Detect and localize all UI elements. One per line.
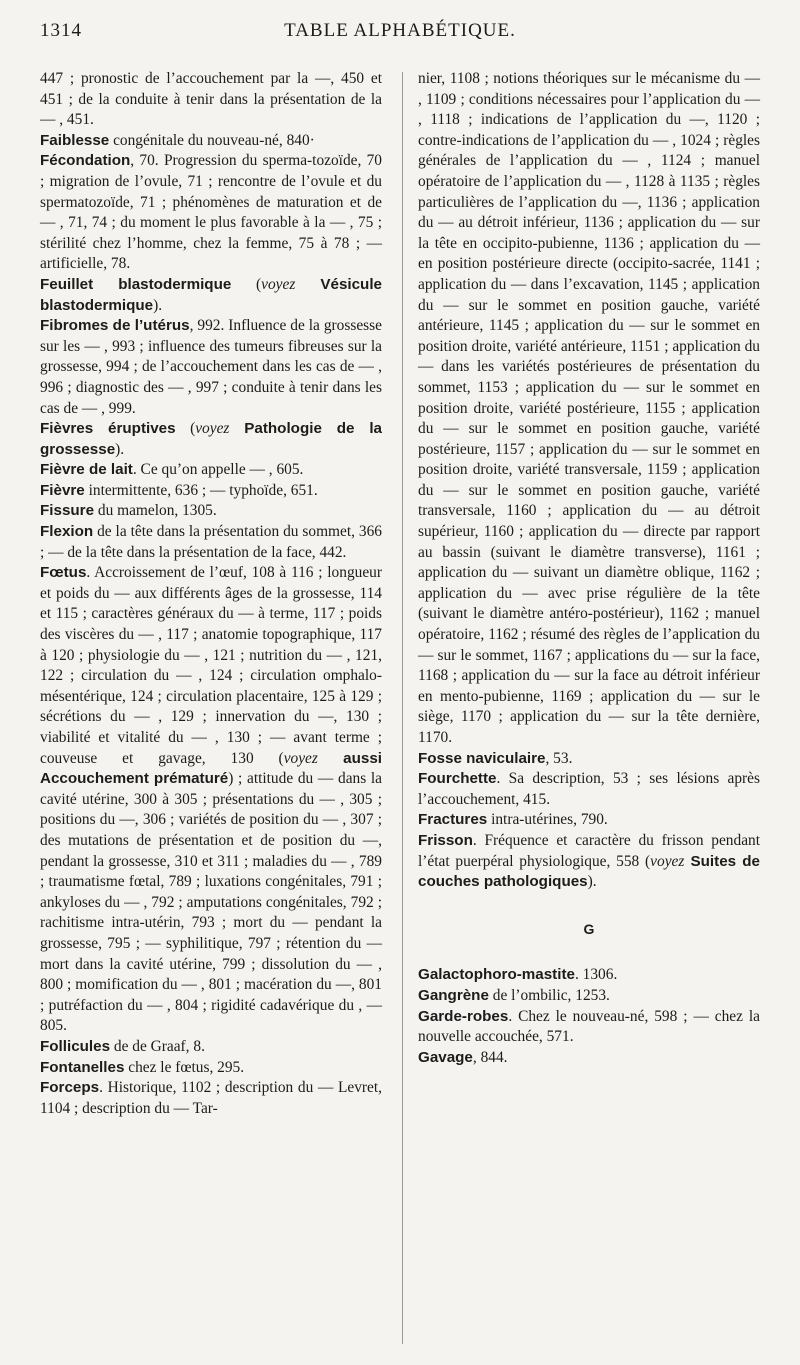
see-also-marker: voyez xyxy=(650,852,685,870)
entry-headword: Fœtus xyxy=(40,564,87,582)
entry-text-tail: ). xyxy=(115,440,125,458)
index-entry xyxy=(418,810,760,831)
entry-headword: Gavage xyxy=(418,1048,473,1066)
index-entry xyxy=(418,831,760,893)
entry-text: ( xyxy=(175,420,196,438)
entry-headword: Galactophoro-mastite xyxy=(418,966,575,984)
section-letter: G xyxy=(583,920,595,937)
entry-headword: Feuillet blastodermique xyxy=(40,275,232,293)
entry-text: nier, 1108 ; notions théoriques sur le mécanisme du — , 1109 ; conditions nécessaires pour l’application du — , 1118 ; indications de l’application du —, 1120 ; contre-indications de l’application du — , 1024 ; règles générales de l’application du — , 1124 ; manuel opératoire de l’application du — , 1128 à 1135 ; règles particulières de l’application du —, 1136 ; application du — au détroit inférieur, 1136 ; application du — sur la tête en occipito-pubienne, 1136 ; application du — en position postérieure directe (occipito-sacrée, 1141 ; application du — dans l’excavation, 1145 ; application du — sur le sommet en position gauche, variété antérieure, 1145 ; application du — sur le sommet en position droite, variété antérieure, 1151 ; application du — dans les variétés postérieures de présentation du sommet, 1153 ; application du — sur le sommet en position droite, variété postérieure, 1155 ; application du — sur le sommet en position gauche, variété postérieure, 1157 ; application du — sur le sommet en position droite, variété transversale, 1159 ; application du — sur le sommet en position gauche, variété transversale, 1160 ; application du — au détroit supérieur, 1160 ; application du — directe par rapport au bassin (suivant le diamètre transverse), 1161 ; application du — suivant un diamètre oblique, 1162 ; application du — avec prise régulière de la tête (suivant le diamètre antéro-postérieur), 1162 ; manuel opératoire, 1162 ; résumé des règles de l’application du — sur le sommet, 1167 ; applications du — sur la face, 1168 ; application du — sur la face au détroit inférieur en mento-pubienne, 1169 ; application du — sur le siège, 1170 ; application du — sur la tête dernière, 1170. xyxy=(418,70,760,746)
see-also-marker: voyez xyxy=(195,420,230,438)
index-entry xyxy=(418,965,760,986)
entry-text: . Chez le nouveau-né, 598 ; — chez la nouvelle accouchée, 571. xyxy=(418,1007,760,1046)
index-entry xyxy=(40,131,382,152)
entry-headword: Fourchette xyxy=(418,770,497,788)
index-entry xyxy=(40,1058,382,1079)
index-entry xyxy=(40,69,382,131)
entry-text: intermittente, 636 ; — typhoïde, 651. xyxy=(84,481,318,499)
entry-text: . Sa description, 53 ; ses lésions après l’accouchement, 415. xyxy=(418,770,760,808)
entry-text: . Ce qu’on appelle — , 605. xyxy=(132,461,304,479)
entry-text: . Fréquence et caractère du frisson pendant l’état puerpéral physiologique, 558 ( xyxy=(418,831,760,870)
index-entry xyxy=(40,481,382,502)
entry-text: de l’ombilic, 1253. xyxy=(488,986,610,1004)
index-entry xyxy=(418,769,760,810)
entry-headword: Gangrène xyxy=(418,986,489,1004)
see-also-marker: voyez xyxy=(261,275,296,293)
index-entry xyxy=(40,563,382,1037)
entry-text: , 70. Progression du sperma-tozoïde, 70 ; migration de l’ovule, 71 ; rencontre de l’ovule et du spermatozoïde, 71 ; phénomènes de maturation et de — , 71, 74 ; du moment le plus favorable à la — , 75 ; stérilité chez l’homme, chez la femme, 75 à 78 ; — artificielle, 78. xyxy=(40,152,382,273)
index-entry xyxy=(40,275,382,316)
entry-headword: Fièvres éruptives xyxy=(40,420,176,438)
index-entry xyxy=(40,151,382,275)
index-entry xyxy=(418,986,760,1007)
index-entry xyxy=(418,1048,760,1069)
entry-text: , 992. Influence de la grossesse sur les — , 993 ; influence des tumeurs fibreuses sur la grossesse, 994 ; de l’accouchement dans les cas de — , 996 ; diagnostic des — , 997 ; conduite à tenir dans les cas de — , 999. xyxy=(40,317,382,417)
cross-reference[interactable]: Vésicule blastodermique xyxy=(40,275,382,314)
entry-text: , 844. xyxy=(472,1048,508,1066)
index-entry xyxy=(418,749,760,770)
entry-text: , 53. xyxy=(545,749,573,767)
entry-text: . 1306. xyxy=(574,966,618,984)
entry-headword: Fécondation xyxy=(40,152,131,170)
right-column xyxy=(418,69,760,1068)
entry-headword: Fractures xyxy=(418,811,488,829)
entry-text: de la tête dans la présentation du sommet, 366 ; — de la tête dans la présentation de la face, 442. xyxy=(40,523,382,561)
index-entry xyxy=(40,419,382,460)
entry-text: 447 ; pronostic de l’accouchement par la —, 450 et 451 ; de la conduite à tenir dans la présentation de la — , 451. xyxy=(40,70,382,129)
entry-text: du mamelon, 1305. xyxy=(94,502,217,520)
page-number: 1314 xyxy=(40,20,82,41)
entry-headword: Frisson xyxy=(418,831,473,849)
entry-text-tail: ). xyxy=(587,873,597,891)
entry-text: . Accroissement de l’œuf, 108 à 116 ; longueur et poids du — aux différents âges de la grossesse, 114 et 115 ; caractères généraux du — à terme, 117 ; poids des viscères du — , 117 ; anatomie topographique, 117 à 120 ; physiologie du — , 121 ; nutrition du — , 121, 122 ; circulation du — , 124 ; circulation omphalo-mésentérique, 124 ; circulation placentaire, 125 à 129 ; sécrétions du — , 129 ; innervation du —, 130 ; viabilité et vitalité du — , 130 ; — avant terme ; couveuse et gavage, 130 ( xyxy=(40,564,382,767)
entry-headword: Fosse naviculaire xyxy=(418,749,546,767)
entry-headword: Garde-robes xyxy=(418,1007,509,1025)
entry-headword: Fièvre xyxy=(40,481,85,499)
cross-reference[interactable]: Pathologie de la grossesse xyxy=(40,420,382,458)
entry-headword: Fontanelles xyxy=(40,1058,125,1076)
cross-reference[interactable]: Suites de couches pathologiques xyxy=(418,852,760,891)
cross-reference[interactable]: aussi Accouchement prématuré xyxy=(40,749,382,788)
entry-text: de de Graaf, 8. xyxy=(110,1037,205,1055)
left-column xyxy=(40,69,382,1119)
entry-headword: Faiblesse xyxy=(40,131,110,149)
entry-text: . Historique, 1102 ; description du — Levret, 1104 ; description du — Tar- xyxy=(40,1079,382,1117)
entry-text: intra-utérines, 790. xyxy=(487,811,608,829)
entry-text: chez le fœtus, 295. xyxy=(124,1058,245,1076)
entry-headword: Flexion xyxy=(40,523,94,541)
column-divider xyxy=(402,72,403,1344)
index-entry xyxy=(40,1037,382,1058)
running-header xyxy=(40,20,760,60)
entry-headword: Fissure xyxy=(40,502,95,520)
entry-headword: Fièvre de lait xyxy=(40,461,133,479)
index-entry xyxy=(40,316,382,419)
index-entry xyxy=(418,1007,760,1048)
index-entry xyxy=(40,1078,382,1119)
entry-text: congénitale du nouveau-né, 840· xyxy=(109,131,315,149)
page-title: TABLE ALPHABÉTIQUE. xyxy=(284,20,516,41)
entry-headword: Forceps xyxy=(40,1079,100,1097)
index-entry xyxy=(418,69,760,749)
see-also-marker: voyez xyxy=(283,749,318,767)
entry-headword: Fibromes de l’utérus xyxy=(40,317,190,335)
entry-text-tail: ). xyxy=(153,296,163,314)
entry-text: ( xyxy=(231,275,262,293)
entry-text-tail: ) ; attitude du — dans la cavité utérine, 300 à 305 ; présentations du — , 305 ; positions du —, 306 ; variétés de position du — , 307 ; des mutations de présentation et de position du —, pendant la grossesse, 310 et 311 ; maladies du — , 789 ; traumatisme fœtal, 789 ; luxations congénitales, 791 ; ankyloses du — , 792 ; amputations congénitales, 792 ; rachitisme intra-utérin, 793 ; mort du — pendant la grossesse, 795 ; — syphilitique, 797 ; rétention du — mort dans la cavité utérine, 799 ; dissolution du — , 800 ; momification du — , 801 ; macération du —, 801 ; putréfaction du — , 804 ; rigidité cadavérique du , — 805. xyxy=(40,770,382,1035)
index-entry xyxy=(40,501,382,522)
index-entry xyxy=(40,460,382,481)
index-entry xyxy=(40,522,382,563)
entry-headword: Follicules xyxy=(40,1037,111,1055)
